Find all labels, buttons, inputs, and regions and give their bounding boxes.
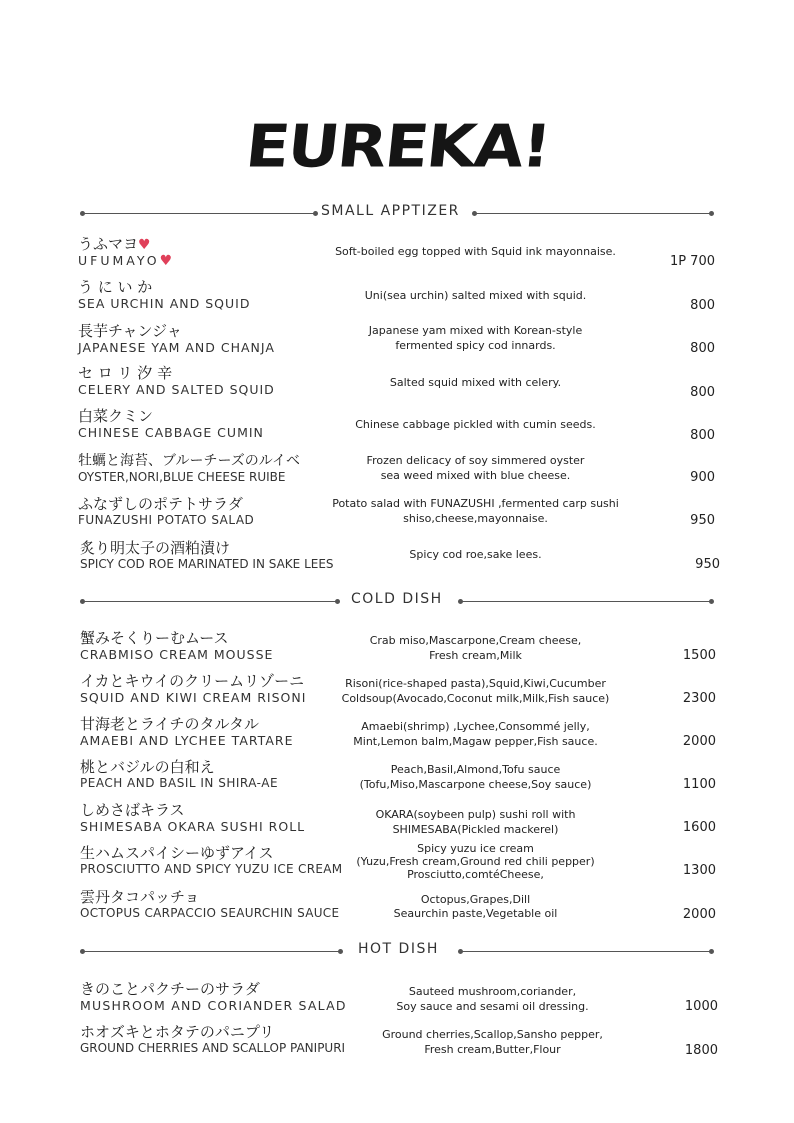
- item-name-en: OYSTER,NORI,BLUE CHEESE RUIBE: [78, 470, 286, 484]
- item-description: Crab miso,Mascarpone,Cream cheese, Fresh cream,Milk: [369, 634, 582, 662]
- section-title: COLD DISH: [351, 591, 443, 607]
- menu-item: [78, 320, 718, 360]
- item-name-en: CHINESE CABBAGE CUMIN: [78, 425, 264, 440]
- item-description: Ground cherries,Scallop,Sansho pepper, Fresh cream,Butter,Flour: [382, 1028, 603, 1056]
- item-price: 950: [695, 557, 720, 572]
- divider-line: [475, 213, 711, 214]
- logo-text: EUREKA!: [241, 112, 553, 182]
- item-price: 2300: [682, 691, 716, 706]
- item-description: Potato salad with FUNAZUSHI ,fermented carp sushi shiso,cheese,mayonnaise.: [332, 497, 619, 525]
- menu-item: [78, 362, 718, 402]
- item-description: Soft-boiled egg topped with Squid ink mayonnaise.: [335, 245, 616, 258]
- item-name-en: JAPANESE YAM AND CHANJA: [78, 340, 275, 355]
- item-name-en: AMAEBI AND LYCHEE TARTARE: [80, 733, 294, 748]
- section-title: HOT DISH: [358, 941, 439, 957]
- item-name-en: SQUID AND KIWI CREAM RISONI: [80, 690, 307, 705]
- item-description: Octopus,Grapes,Dill Seaurchin paste,Vegetable oil: [393, 893, 558, 920]
- divider-line: [83, 213, 315, 214]
- restaurant-logo: [0, 110, 794, 184]
- item-name-jp: 雲丹タコパッチョ: [80, 888, 200, 906]
- item-name-en: SEA URCHIN AND SQUID: [78, 296, 251, 311]
- divider-line: [83, 951, 340, 952]
- item-description: Amaebi(shrimp) ,Lychee,Consommé jelly, Mint,Lemon balm,Magaw pepper,Fish sauce.: [353, 720, 598, 748]
- item-price: 800: [690, 385, 715, 400]
- divider-dot: [709, 211, 714, 216]
- item-name-en: CRABMISO CREAM MOUSSE: [80, 647, 274, 662]
- item-description: Uni(sea urchin) salted mixed with squid.: [364, 289, 587, 302]
- item-description: OKARA(soybeen pulp) sushi roll with SHIMESABA(Pickled mackerel): [375, 808, 576, 836]
- item-name-en: PEACH AND BASIL IN SHIRA-AE: [80, 776, 279, 790]
- menu-item: [78, 405, 718, 445]
- divider-dot: [313, 211, 318, 216]
- item-price: 1100: [682, 777, 716, 792]
- item-price: 800: [690, 341, 715, 356]
- item-name-jp: 蟹みそくりーむムース: [80, 629, 229, 647]
- item-price: 2000: [682, 907, 716, 922]
- section-header-cold: [80, 591, 714, 611]
- item-price: 2000: [682, 734, 716, 749]
- item-name-jp: 長芋チャンジャ: [78, 322, 182, 340]
- section-title: SMALL APPTIZER: [321, 203, 460, 219]
- divider-dot: [335, 599, 340, 604]
- menu-item: [80, 670, 720, 710]
- item-price: 1000: [684, 999, 718, 1014]
- item-price: 1300: [682, 863, 716, 878]
- menu-item: [80, 713, 720, 753]
- menu-item: [80, 627, 720, 667]
- heart-icon: ♥: [159, 253, 176, 269]
- item-name-jp: 桃とバジルの白和え: [80, 758, 215, 776]
- item-name-en: GROUND CHERRIES AND SCALLOP PANIPURI: [80, 1041, 346, 1055]
- item-name-jp: ふなずしのポテトサラダ: [78, 495, 243, 513]
- menu-item: [78, 276, 718, 316]
- menu-item: [80, 537, 720, 577]
- item-price: 1500: [682, 648, 716, 663]
- item-name-jp: うふマヨ♥: [78, 235, 151, 253]
- item-name-jp: 生ハムスパイシーゆずアイス: [80, 844, 274, 862]
- item-name-jp: う に い か: [78, 278, 153, 296]
- item-name-jp: ホオズキとホタテのパニプリ: [80, 1023, 275, 1041]
- divider-dot: [338, 949, 343, 954]
- item-name-jp: 牡蠣と海苔、ブルーチーズのルイベ: [78, 453, 301, 469]
- item-price: 950: [690, 513, 715, 528]
- item-price: 900: [690, 470, 715, 485]
- item-description: Peach,Basil,Almond,Tofu sauce (Tofu,Miso,Mascarpone cheese,Soy sauce): [359, 763, 592, 791]
- item-name-en: SHIMESABA OKARA SUSHI ROLL: [80, 819, 306, 834]
- item-name-jp: セ ロ リ 汐 辛: [78, 364, 173, 382]
- menu-item: [80, 756, 720, 796]
- item-price: 1600: [682, 820, 716, 835]
- menu-item: [78, 493, 718, 533]
- item-description: Frozen delicacy of soy simmered oyster sea weed mixed with blue cheese.: [366, 454, 585, 482]
- item-description: Spicy yuzu ice cream (Yuzu,Fresh cream,Ground red chili pepper) Prosciutto,comtéCheese,: [356, 842, 595, 881]
- item-name-jp: しめさばキラス: [80, 801, 185, 819]
- heart-icon: ♥: [138, 237, 151, 253]
- item-name-jp: 炙り明太子の酒粕漬け: [80, 539, 231, 557]
- item-name-en: CELERY AND SALTED SQUID: [78, 382, 275, 397]
- item-name-jp: きのことパクチーのサラダ: [80, 980, 260, 998]
- item-price: 800: [690, 298, 715, 313]
- menu-item: [78, 450, 718, 490]
- item-description: Chinese cabbage pickled with cumin seeds.: [355, 418, 596, 431]
- menu-item: [80, 978, 720, 1018]
- divider-line: [461, 951, 711, 952]
- menu-item: [78, 233, 718, 273]
- item-name-en: UFUMAYO♥: [78, 253, 176, 269]
- section-header-small: [80, 203, 714, 223]
- item-name-en: OCTOPUS CARPACCIO SEAURCHIN SAUCE: [80, 906, 340, 920]
- item-description: Sauteed mushroom,coriander, Soy sauce and sesami oil dressing.: [396, 985, 589, 1013]
- divider-dot: [709, 599, 714, 604]
- item-price: 800: [690, 428, 715, 443]
- item-price: 1P 700: [669, 254, 715, 269]
- item-description: Japanese yam mixed with Korean-style fermented spicy cod innards.: [368, 324, 583, 352]
- item-name-en: PROSCIUTTO AND SPICY YUZU ICE CREAM: [80, 862, 343, 876]
- divider-dot: [709, 949, 714, 954]
- item-name-jp: 白菜クミン: [78, 407, 154, 425]
- item-name-en: FUNAZUSHI POTATO SALAD: [78, 513, 255, 527]
- item-description: Risoni(rice-shaped pasta),Squid,Kiwi,Cucumber Coldsoup(Avocado,Coconut milk,Milk,Fish sauce): [341, 677, 610, 705]
- menu-item: [80, 799, 720, 839]
- item-name-en: MUSHROOM AND CORIANDER SALAD: [80, 998, 347, 1013]
- item-name-jp: 甘海老とライチのタルタル: [80, 715, 259, 733]
- divider-line: [461, 601, 711, 602]
- item-price: 1800: [684, 1043, 718, 1058]
- item-name-en: SPICY COD ROE MARINATED IN SAKE LEES: [80, 557, 334, 571]
- item-name-jp: イカとキウイのクリームリゾーニ: [80, 672, 305, 690]
- menu-item: [80, 842, 720, 882]
- menu-item: [80, 1021, 720, 1061]
- item-description: Spicy cod roe,sake lees.: [409, 548, 542, 561]
- section-header-hot: [80, 941, 714, 961]
- item-description: Salted squid mixed with celery.: [389, 376, 562, 389]
- menu-item: [80, 886, 720, 926]
- divider-line: [83, 601, 337, 602]
